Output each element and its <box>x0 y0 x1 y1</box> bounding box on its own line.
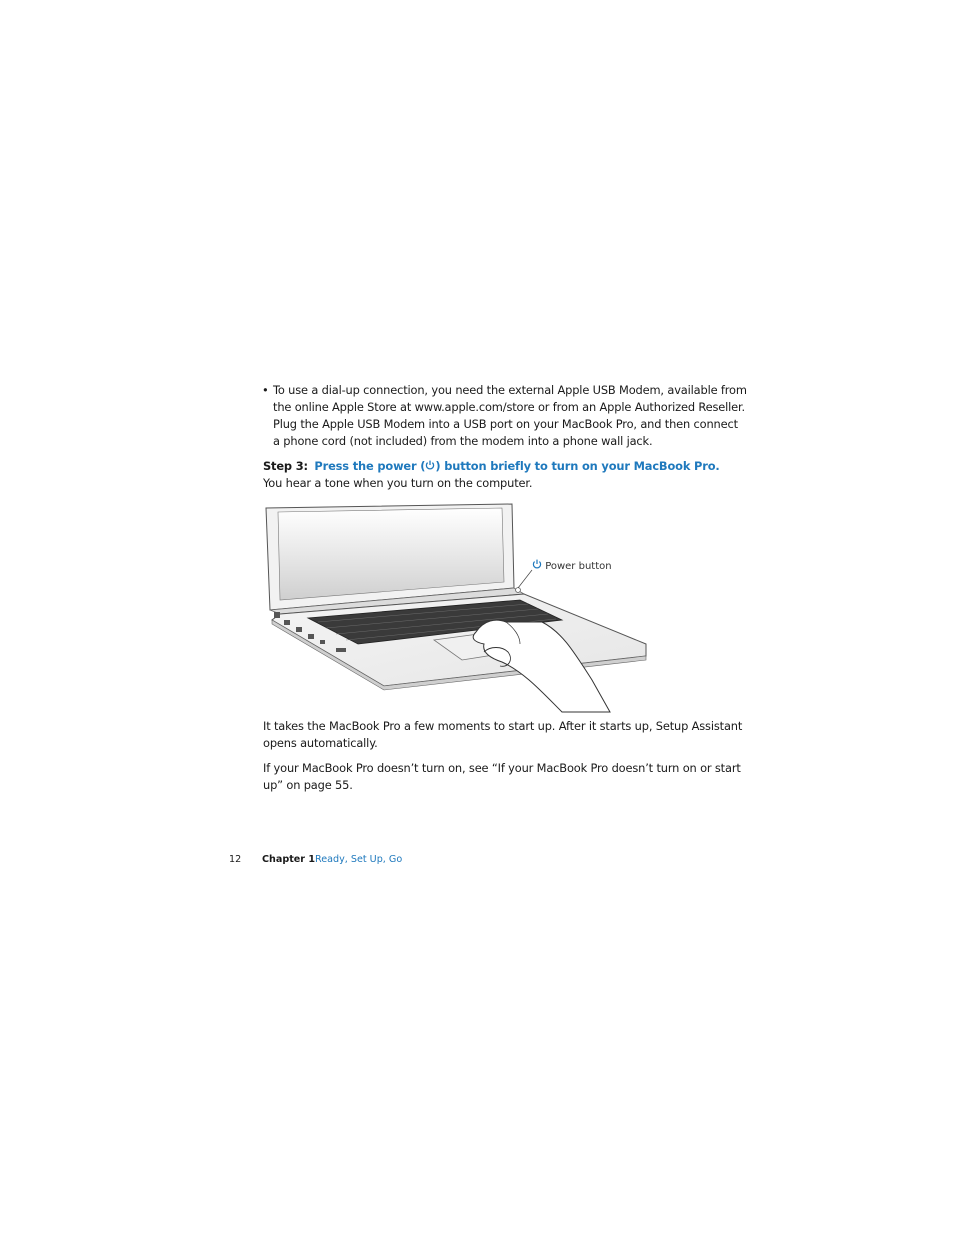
page-number: 12 <box>229 854 242 865</box>
step-heading <box>263 458 723 475</box>
bullet-item-dialup <box>262 382 747 450</box>
step-instruction-after: ) button briefly to turn on your MacBook Pro. <box>435 459 720 473</box>
power-icon <box>425 460 435 471</box>
chapter-label: Chapter 1 <box>262 854 316 865</box>
macbook-pro-illustration <box>262 502 654 714</box>
bullet-line: To use a dial-up connection, you need the external Apple USB Modem, available from <box>273 383 747 397</box>
bullet-symbol: • <box>262 383 269 397</box>
paragraph-line: up” on page 55. <box>263 778 353 792</box>
step-label: Step 3: <box>263 459 308 473</box>
paragraph-line: If your MacBook Pro doesn’t turn on, see “If your MacBook Pro doesn’t turn on or start <box>263 761 741 775</box>
bullet-line: the online Apple Store at www.apple.com/store or from an Apple Authorized Reseller. <box>273 400 745 414</box>
startup-paragraph <box>263 718 743 752</box>
step-subtext: You hear a tone when you turn on the computer. <box>263 476 533 490</box>
step-instruction <box>314 459 719 473</box>
chapter-title: Ready, Set Up, Go <box>315 854 403 865</box>
bullet-line: a phone cord (not included) from the modem into a phone wall jack. <box>273 434 653 448</box>
power-icon <box>532 559 542 570</box>
bullet-text <box>273 382 747 450</box>
paragraph-line: It takes the MacBook Pro a few moments to start up. After it starts up, Setup Assistant <box>263 719 743 733</box>
power-button-callout <box>532 559 612 574</box>
bullet-line: Plug the Apple USB Modem into a USB port on your MacBook Pro, and then connect <box>273 417 738 431</box>
troubleshoot-paragraph <box>263 760 741 794</box>
step-instruction-before: Press the power ( <box>314 459 426 473</box>
paragraph-line: opens automatically. <box>263 736 378 750</box>
laptop-drawing <box>262 502 654 714</box>
power-button-label: Power button <box>545 561 612 572</box>
